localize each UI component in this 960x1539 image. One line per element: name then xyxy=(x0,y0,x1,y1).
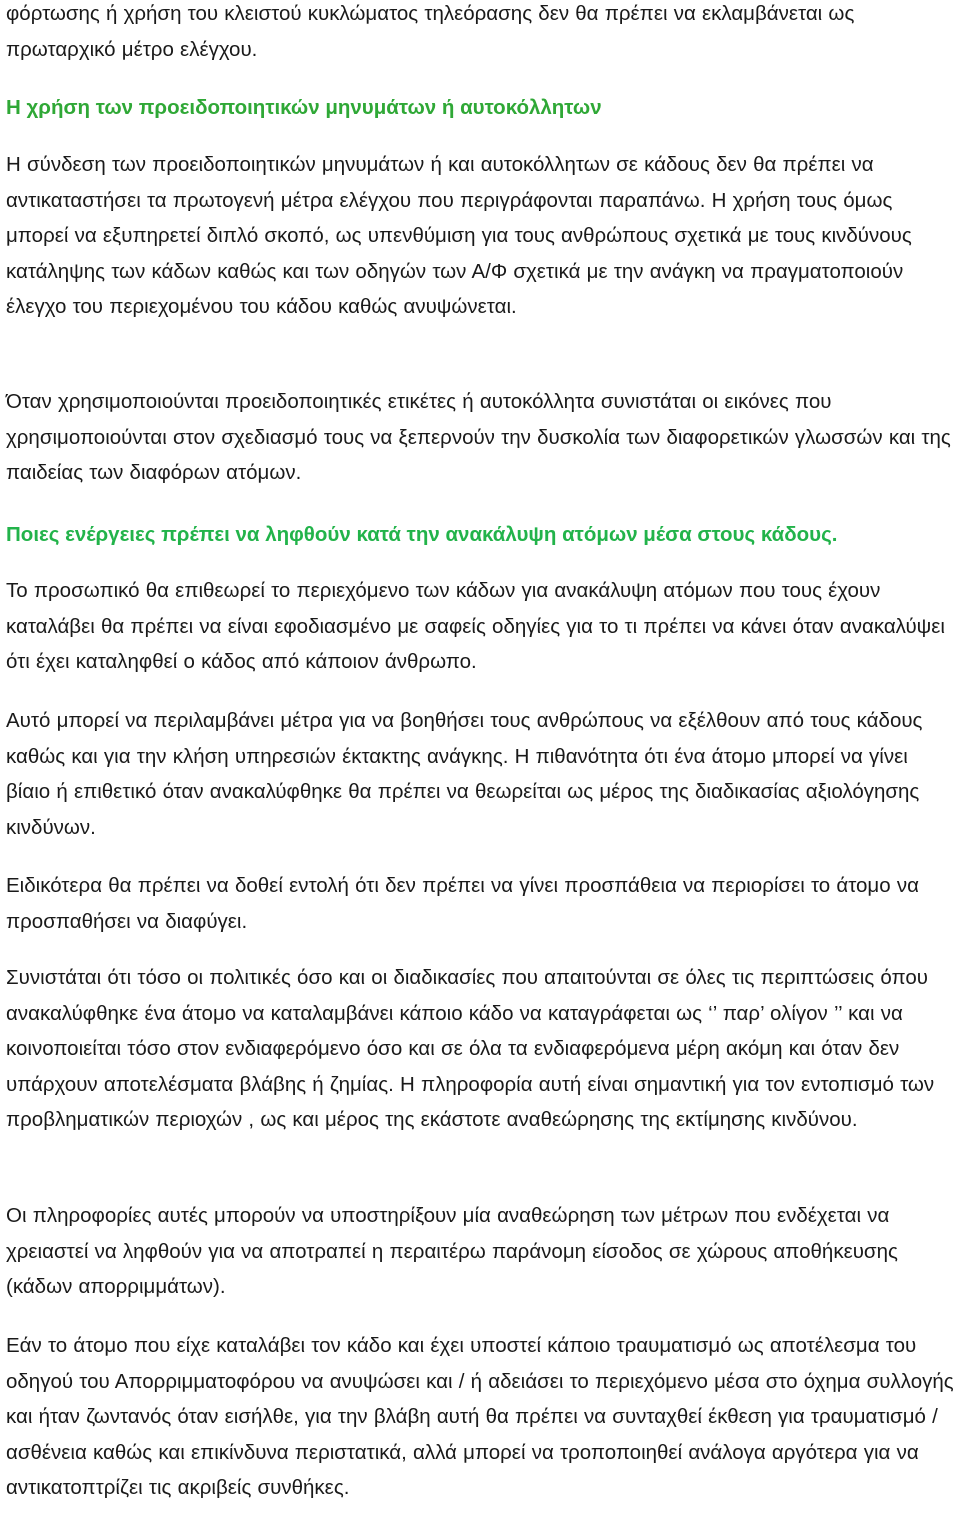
staff-paragraph: Το προσωπικό θα επιθεωρεί το περιεχόμενο των κάδων για ανακάλυψη ατόμων που τους έχουν καταλάβει θα πρέπει να είναι εφοδιασμένο με σαφείς οδηγίες για το τι πρέπει να κάνει όταν ανακαλύψει ότι έχει καταληφθεί ο κάδος από κάποιον άνθρωπο. xyxy=(6,579,945,673)
injury-paragraph: Εάν το άτομο που είχε καταλάβει τον κάδο και έχει υποστεί κάποιο τραυματισμό ως αποτέλεσμα του οδηγού του Απορριμματοφόρου να ανυψώσει και / ή αδειάσει το περιεχόμενο μέσα στο όχημα συλλογής και ήταν ζωντανός όταν εισήλθε, για την βλάβη αυτή θα πρέπει να συνταχθεί έκθεση για τραυματισμό / ασθένεια καθώς και επικίνδυνα περιστατικά, αλλά μπορεί να τροποποιηθεί ανάλογα αργότερα για να αντικατοπτρίζει τις ακριβείς συνθήκες. xyxy=(6,1334,954,1499)
warnings-paragraph: Η σύνδεση των προειδοποιητικών μηνυμάτων ή και αυτοκόλλητων σε κάδους δεν θα πρέπει να αντικαταστήσει τα πρωτογενή μέτρα ελέγχου που περιγράφονται παραπάνω. Η χρήση τους όμως μπορεί να εξυπηρετεί διπλό σκοπό, ως υπενθύμιση για τους ανθρώπους σχετικά με τους κινδύνους κατάληψης των κάδων καθώς και των οδηγών των Α/Φ σχετικά με την ανάγκη να πραγματοποιούν έλεγχο του περιεχομένου του κάδου καθώς ανυψώνεται. xyxy=(6,153,912,318)
warnings-heading: Η χρήση των προειδοποιητικών μηνυμάτων ή αυτοκόλλητων xyxy=(6,96,602,119)
actions-heading: Ποιες ενέργειες πρέπει να ληφθούν κατά την ανακάλυψη ατόμων μέσα στους κάδους. xyxy=(6,523,838,546)
information-paragraph: Οι πληροφορίες αυτές μπορούν να υποστηρίξουν μία αναθεώρηση των μέτρων που ενδέχεται να χρειαστεί να ληφθούν για να αποτραπεί η περαιτέρω παράνομη είσοδος σε χώρους αποθήκευσης (κάδων απορριμμάτων). xyxy=(6,1204,898,1298)
policies-paragraph: Συνιστάται ότι τόσο οι πολιτικές όσο και οι διαδικασίες που απαιτούνται σε όλες τις περιπτώσεις όπου ανακαλύφθηκε ένα άτομο να καταλαμβάνει κάποιο κάδο να καταγράφεται ως ‘’ παρ’ ολίγον ’’ και να κοινοποιείται τόσο στον ενδιαφερόμενο όσο και σε όλα τα ενδιαφερόμενα μέρη ακόμη και όταν δεν υπάρχουν αποτελέσματα βλάβης ή ζημίας. Η πληροφορία αυτή είναι σημαντική για τον εντοπισμό των προβληματικών περιοχών , ως και μέρος της εκάστοτε αναθεώρησης της εκτίμησης κινδύνου. xyxy=(6,966,935,1131)
instruction-paragraph: Ειδικότερα θα πρέπει να δοθεί εντολή ότι δεν πρέπει να γίνει προσπάθεια να περιορίσει το άτομο να προσπαθήσει να διαφύγει. xyxy=(6,874,919,933)
labels-paragraph: Όταν χρησιμοποιούνται προειδοποιητικές ετικέτες ή αυτοκόλλητα συνιστάται οι εικόνες που χρησιμοποιούνται στον σχεδιασμό τους να ξεπερνούν την δυσκολία των διαφορετικών γλωσσών και της παιδείας των διαφόρων ατόμων. xyxy=(6,390,951,484)
measures-paragraph: Αυτό μπορεί να περιλαμβάνει μέτρα για να βοηθήσει τους ανθρώπους να εξέλθουν από τους κάδους καθώς και για την κλήση υπηρεσιών έκτακτης ανάγκης. Η πιθανότητα ότι ένα άτομο μπορεί να γίνει βίαιο ή επιθετικό όταν ανακαλύφθηκε θα πρέπει να θεωρείται ως μέρος της διαδικασίας αξιολόγησης κινδύνων. xyxy=(6,709,923,839)
intro-fragment-paragraph: φόρτωσης ή χρήση του κλειστού κυκλώματος τηλεόρασης δεν θα πρέπει να εκλαμβάνεται ως πρωταρχικό μέτρο ελέγχου. xyxy=(6,2,855,61)
